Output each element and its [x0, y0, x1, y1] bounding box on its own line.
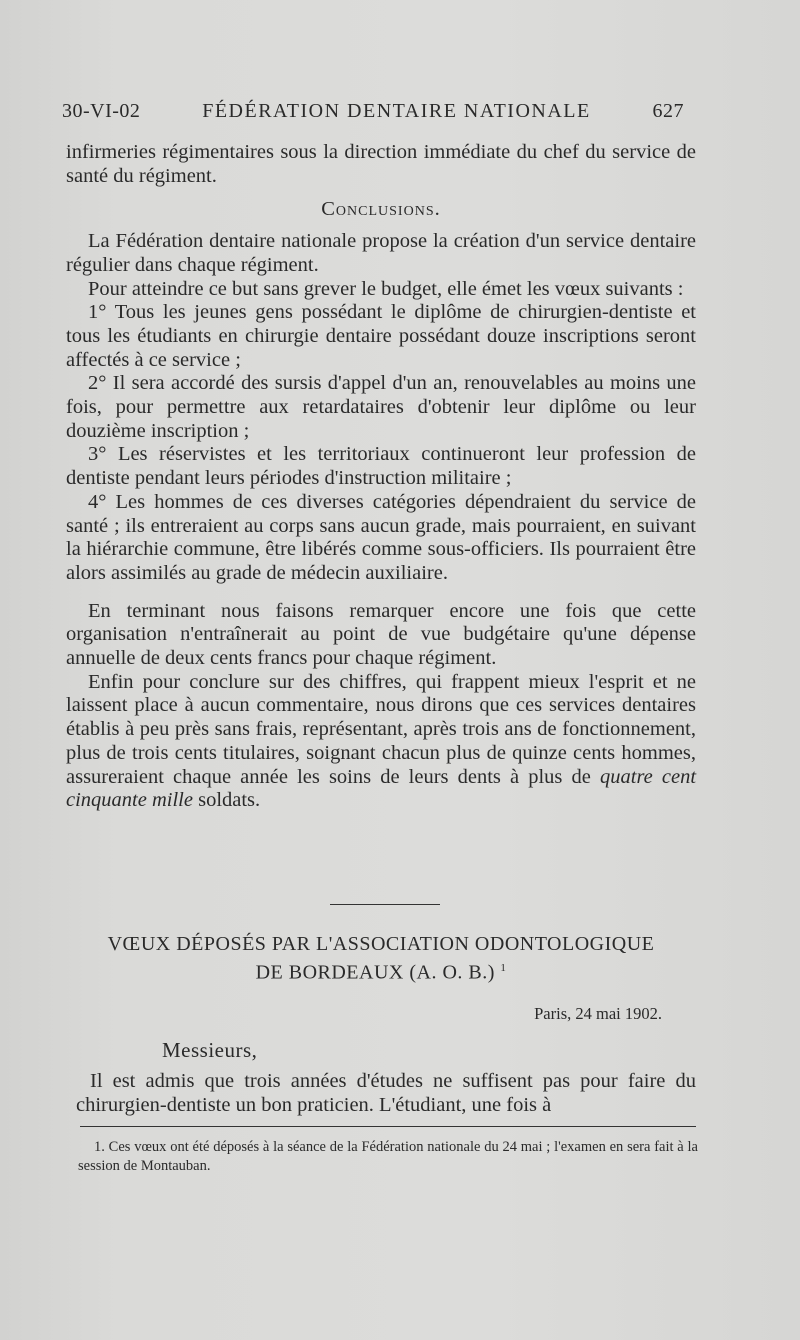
emphasis-text: quatre cent cinquante mille	[66, 765, 697, 812]
paragraph-text: Enfin pour conclure sur des chiffres, qui frappent mieux l'esprit et ne laissent place à aucun commentaire, nous dirons que ces services dentaires établis à peu près sans frais, représentant, après trois ans de fonctionnement, plus de trois cents titulaires, soignant chacun plus de quinze cents hommes, assureraient chaque année les soins de leurs dents à plus de	[66, 670, 696, 788]
paragraph: infirmeries régimentaires sous la direction immédiate du chef du service de santé du régiment.	[66, 141, 696, 187]
main-text	[66, 141, 696, 813]
paragraph: La Fédération dentaire nationale propose la création d'un service dentaire régulier dans chaque régiment.	[66, 230, 696, 276]
header-date: 30-VI-02	[62, 100, 141, 122]
paragraph: Il est admis que trois années d'études ne suffisent pas pour faire du chirurgien-dentiste un bon praticien. L'étudiant, une fois à	[76, 1070, 696, 1116]
wish-item: 2° Il sera accordé des sursis d'appel d'un an, renouvelables au moins une fois, pour permettre aux retardataires d'obtenir leur diplôme ou leur douzième inscription ;	[66, 372, 696, 442]
header-title: FÉDÉRATION DENTAIRE NATIONALE	[202, 100, 591, 122]
wish-item: 1° Tous les jeunes gens possédant le diplôme de chirurgien-dentiste et tous les étudiants en chirurgie dentaire possédant douze inscriptions seront affectés à ce service ;	[66, 301, 696, 371]
salutation: Messieurs,	[162, 1038, 258, 1062]
wish-item: 3° Les réservistes et les territoriaux continueront leur profession de dentiste pendant leurs périodes d'instruction militaire ;	[66, 443, 696, 490]
paragraph: Pour atteindre ce but sans grever le budget, elle émet les vœux suivants :	[88, 277, 684, 300]
paragraph: En terminant nous faisons remarquer encore une fois que cette organisation n'entraînerait au point de vue budgétaire qu'une dépense annuelle de deux cents francs pour chaque régiment.	[66, 599, 696, 670]
section-divider	[330, 904, 440, 905]
heading-line-1: VŒUX DÉPOSÉS PAR L'ASSOCIATION ODONTOLOGIQUE	[107, 933, 655, 955]
section-heading: Conclusions.	[321, 198, 441, 221]
footnote-marker: 1	[500, 962, 507, 974]
heading-line-2-text: DE BORDEAUX (A. O. B.)	[255, 961, 495, 984]
voeux-heading	[66, 932, 696, 985]
footnote-text: 1. Ces vœux ont été déposés à la séance de la Fédération nationale du 24 mai ; l'examen en sera fait à la session de Montauban.	[78, 1139, 698, 1174]
footnote-rule	[80, 1126, 696, 1127]
letter-date: Paris, 24 mai 1902.	[534, 1004, 662, 1023]
paragraph-text-end: soldats.	[198, 789, 261, 812]
running-header	[62, 100, 684, 123]
footnote	[78, 1138, 698, 1176]
letter-text	[76, 1070, 696, 1117]
wish-item: 4° Les hommes de ces diverses catégories dépendraient du service de santé ; ils entreraient au corps sans aucun grade, mais pourraient, en suivant la hiérarchie commune, être libérés comme sous-officiers. Ils pourraient être alors assimilés au grade de médecin auxiliaire.	[66, 490, 696, 584]
page-number: 627	[652, 100, 684, 122]
paragraph	[66, 671, 696, 813]
heading-line-2	[66, 956, 696, 985]
